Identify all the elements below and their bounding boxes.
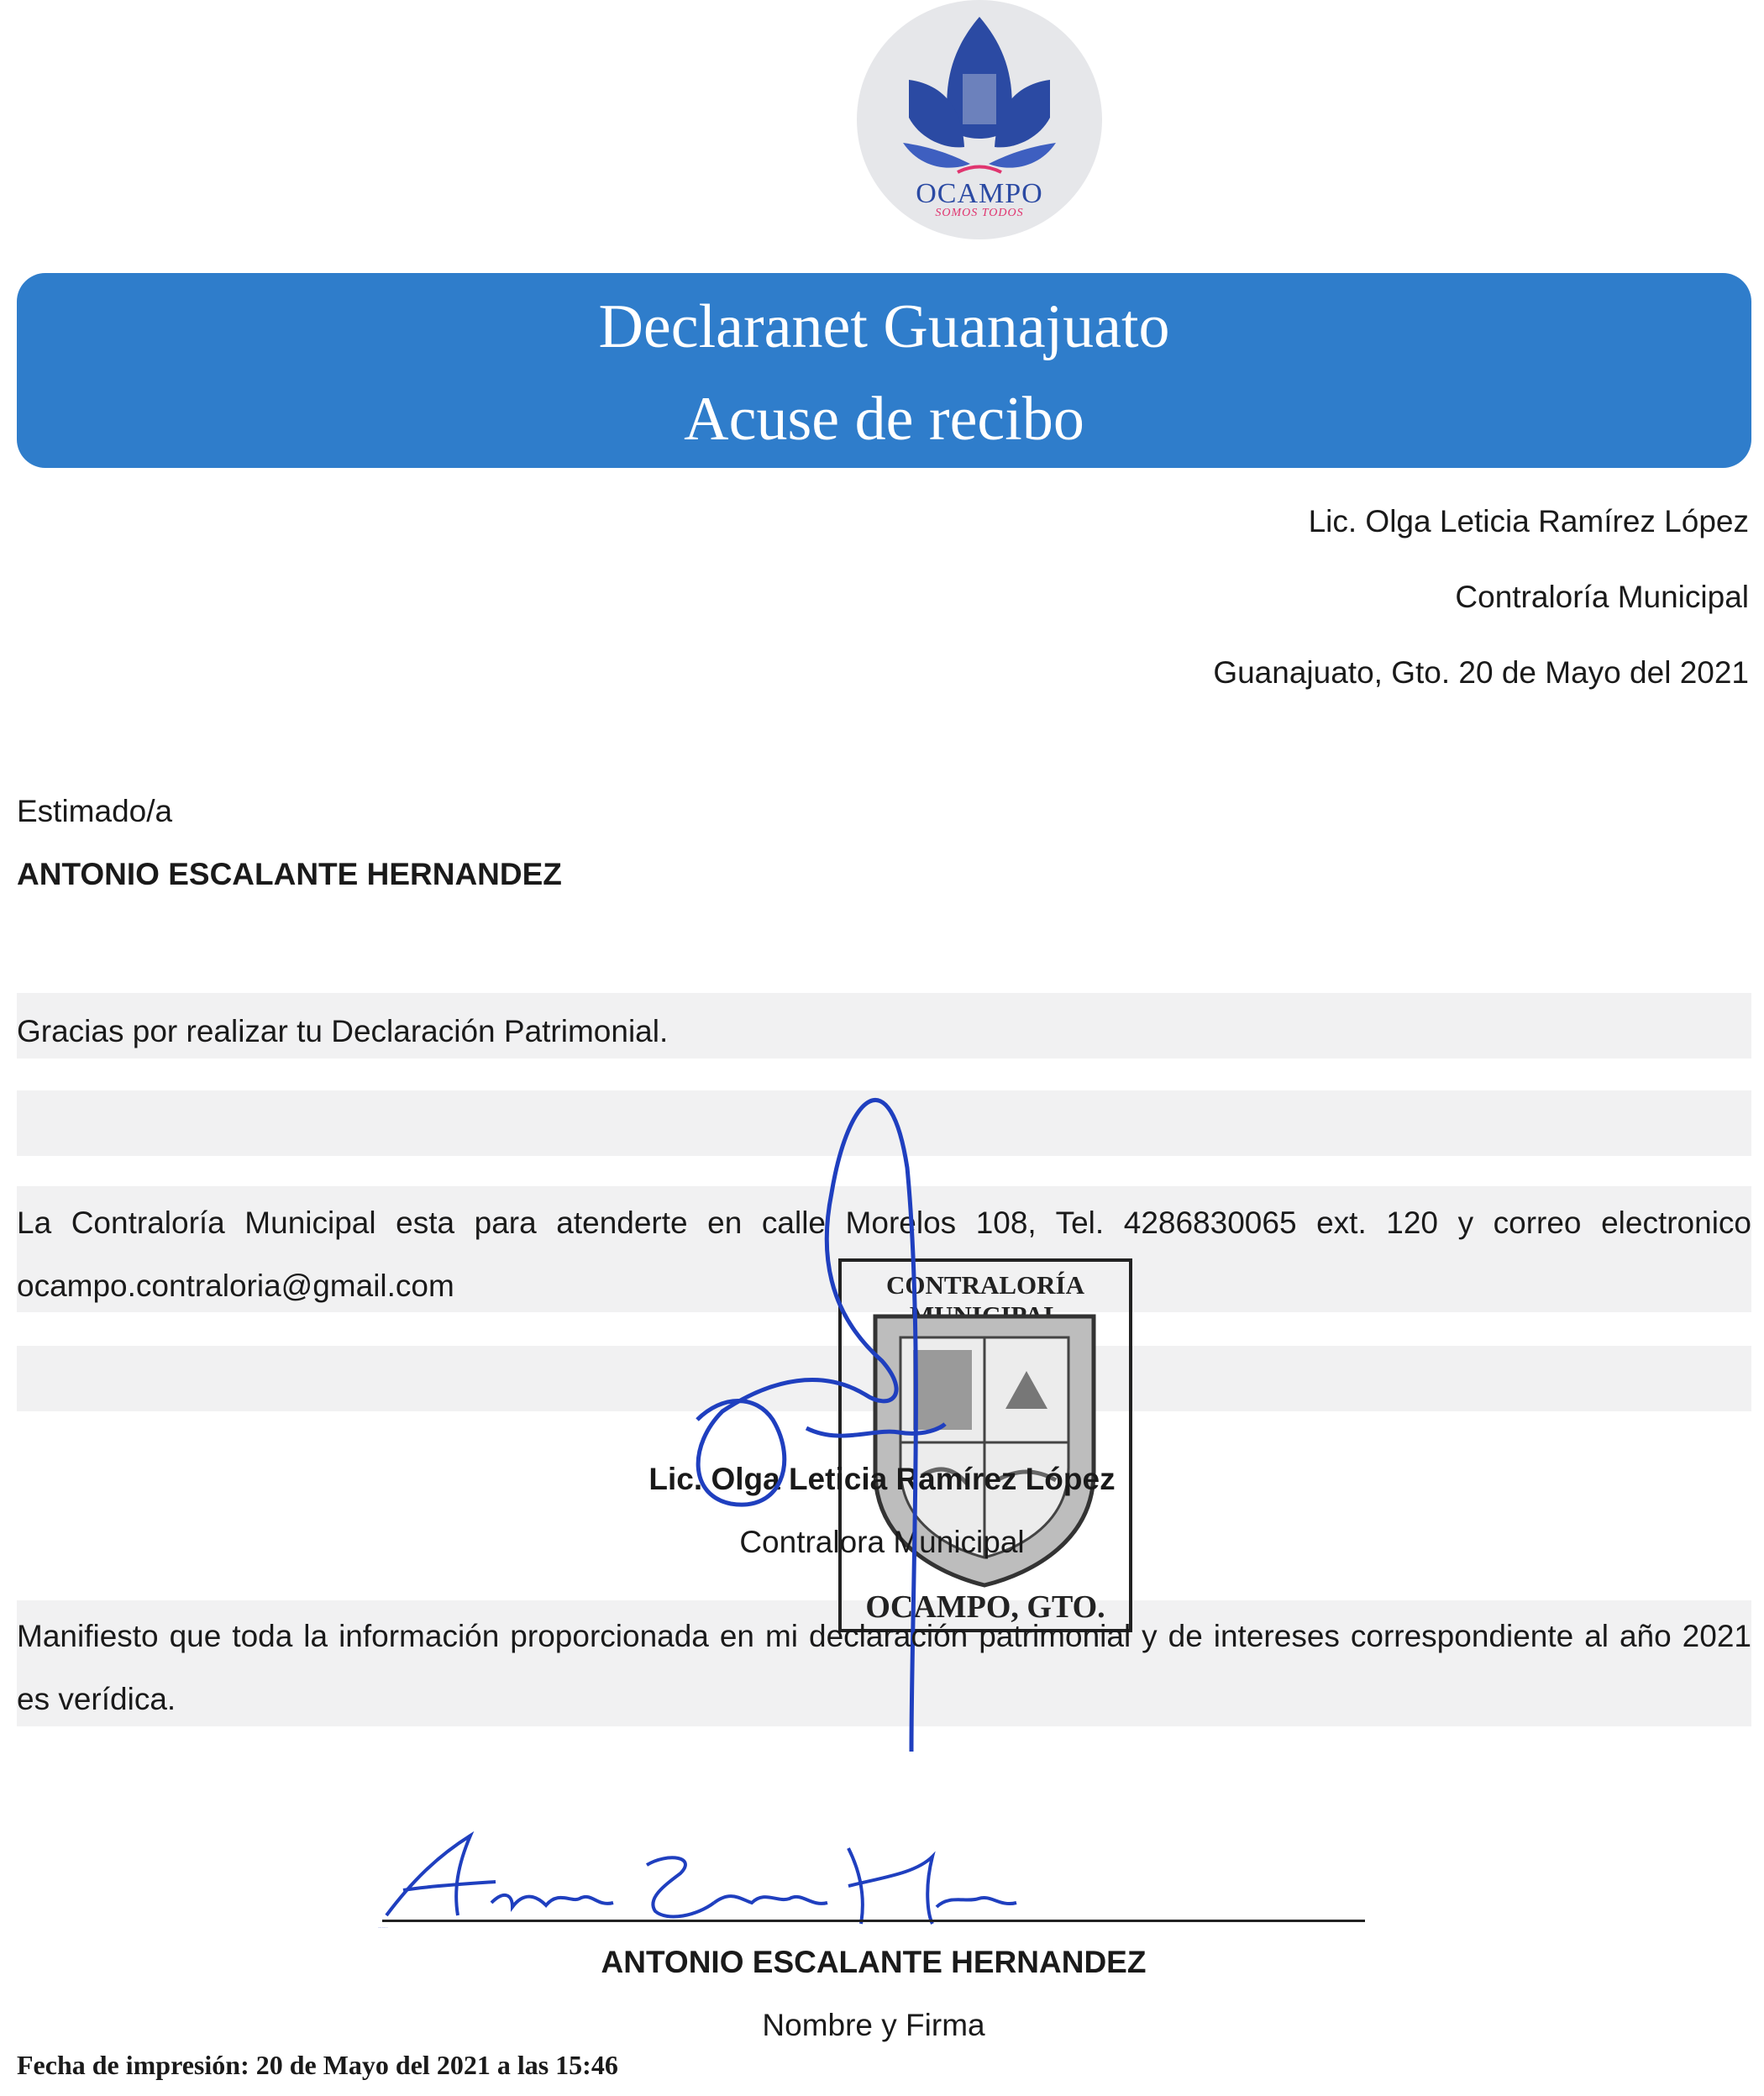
- stamp-bottom-text: OCAMPO, GTO.: [865, 1589, 1105, 1625]
- signer-name: ANTONIO ESCALANTE HERNANDEZ: [601, 1945, 1147, 1979]
- signer-handwritten-text: Antonio Escalante Hdz.: [378, 1928, 388, 1929]
- signer-handwritten-signature: [378, 1823, 1050, 1932]
- official-title: Contralora Municipal: [739, 1525, 1025, 1559]
- sender-name: Lic. Olga Leticia Ramírez López: [1308, 504, 1749, 538]
- greeting: Estimado/a: [17, 794, 173, 828]
- official-name: Lic. Olga Leticia Ramírez López: [648, 1462, 1116, 1496]
- signer-caption: Nombre y Firma: [762, 2008, 985, 2042]
- recipient-name: ANTONIO ESCALANTE HERNANDEZ: [17, 857, 562, 891]
- signature-line: [382, 1920, 1365, 1922]
- stamp-top-text: CONTRALORÍA: [886, 1270, 1084, 1300]
- contact-text: La Contraloría Municipal esta para atenderte en calle Morelos 108, Tel. 4286830065 ext. 120 y correo electronico ocampo.contraloria@gmail.com: [17, 1206, 1751, 1303]
- declaration-text: Manifiesto que toda la información proporcionada en mi declaración patrimonial y de intereses correspondiente al año 2021 es verídica.: [17, 1619, 1751, 1716]
- logo-tagline: SOMOS TODOS: [935, 207, 1024, 219]
- sender-place-date: Guanajuato, Gto. 20 de Mayo del 2021: [1213, 655, 1749, 690]
- print-date-footer: Fecha de impresión: 20 de Mayo del 2021 a las 15:46: [17, 2050, 618, 2080]
- sender-office: Contraloría Municipal: [1455, 580, 1749, 614]
- logo-wordmark: OCAMPO: [916, 178, 1043, 209]
- banner-subtitle: Acuse de recibo: [684, 385, 1084, 454]
- thanks-text: Gracias por realizar tu Declaración Patrimonial.: [17, 1014, 669, 1048]
- banner-title: Declaranet Guanajuato: [598, 292, 1170, 361]
